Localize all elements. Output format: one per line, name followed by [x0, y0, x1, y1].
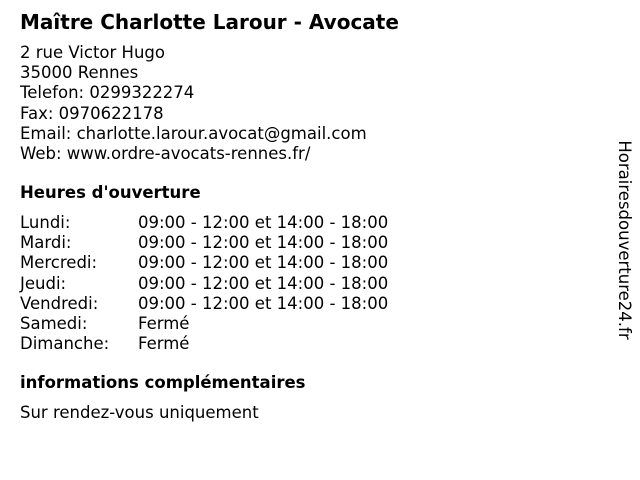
hours-value: 09:00 - 12:00 et 14:00 - 18:00 [138, 253, 389, 273]
opening-hours-heading: Heures d'ouverture [20, 183, 201, 202]
hours-value: Fermé [138, 313, 190, 333]
opening-hours-table [20, 213, 440, 354]
day-label: Mercredi: [20, 253, 98, 273]
site-watermark: Horairesdouverture24.fr [615, 140, 634, 340]
day-label: Lundi: [20, 213, 71, 232]
phone-line: Telefon: 0299322274 [20, 83, 195, 103]
day-label: Samedi: [20, 313, 88, 333]
day-label: Dimanche: [20, 334, 110, 354]
additional-info-heading: informations complémentaires [20, 373, 306, 392]
contact-block [20, 43, 367, 164]
hours-value: Fermé [138, 334, 190, 354]
web-line: Web: www.ordre-avocats-rennes.fr/ [20, 143, 311, 163]
hours-row-monday [20, 213, 440, 233]
city-line: 35000 Rennes [20, 63, 139, 83]
hours-row-tuesday [20, 233, 440, 253]
hours-row-saturday [20, 314, 440, 334]
fax-line: Fax: 0970622178 [20, 103, 164, 123]
additional-info-text: Sur rendez-vous uniquement [20, 403, 259, 422]
email-line: Email: charlotte.larour.avocat@gmail.com [20, 123, 367, 143]
hours-value: 09:00 - 12:00 et 14:00 - 18:00 [138, 213, 389, 232]
hours-row-thursday [20, 274, 440, 294]
hours-row-friday [20, 294, 440, 314]
day-label: Jeudi: [20, 273, 67, 293]
hours-row-wednesday [20, 253, 440, 273]
hours-value: 09:00 - 12:00 et 14:00 - 18:00 [138, 293, 389, 313]
page-title: Maître Charlotte Larour - Avocate [20, 10, 399, 34]
hours-value: 09:00 - 12:00 et 14:00 - 18:00 [138, 273, 389, 293]
day-label: Mardi: [20, 233, 72, 253]
hours-row-sunday [20, 334, 440, 354]
day-label: Vendredi: [20, 293, 99, 313]
hours-value: 09:00 - 12:00 et 14:00 - 18:00 [138, 233, 389, 253]
address-line: 2 rue Victor Hugo [20, 43, 165, 62]
